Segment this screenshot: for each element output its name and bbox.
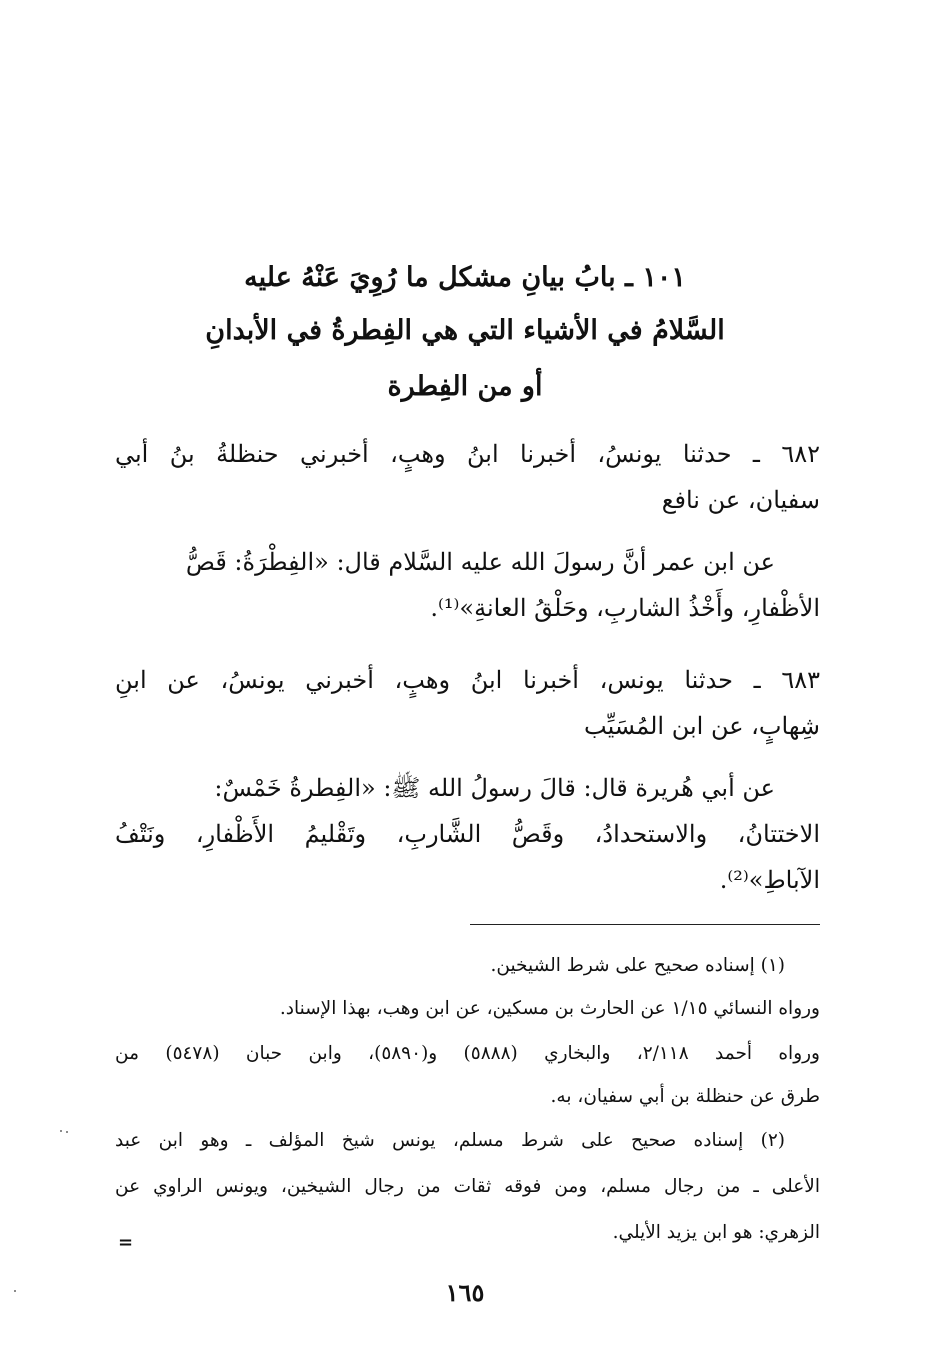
hadith-682-matn-line-2: الأظْفارِ، وأَخْذُ الشاربِ، وحَلْقُ العانةِ»⁽¹⁾. bbox=[430, 594, 820, 622]
footnote-2-line-3: الزهري: هو ابن يزيد الأيلي. bbox=[612, 1222, 820, 1243]
scan-speck bbox=[60, 1130, 62, 1132]
footnote-2-line-2: الأعلى ـ من رجال مسلم، ومن فوقه ثقات من رجال الشيخين، ويونس الراوي عن bbox=[115, 1176, 820, 1197]
footnote-1-line-3: ورواه أحمد ٢/١١٨، والبخاري (٥٨٨٨) و(٥٨٩٠)، وابن حبان (٥٤٧٨) من bbox=[115, 1043, 820, 1064]
footnote-1-line-2: ورواه النسائي ١/١٥ عن الحارث بن مسكين، عن ابن وهب، بهذا الإسناد. bbox=[279, 998, 820, 1019]
hadith-683-matn-line-1: عن أبي هُريرة قال: قالَ رسولُ الله ﷺ: «الفِطرةُ خَمْسٌ: bbox=[214, 774, 775, 802]
footnote-1-line-4: طرق عن حنظلة بن أبي سفيان، به. bbox=[550, 1086, 820, 1107]
chapter-title-line-3: أو من الفِطرة bbox=[387, 371, 543, 402]
hadith-683-isnad-line-2: شِهابٍ، عن ابن المُسَيِّب bbox=[584, 712, 820, 740]
hadith-682-isnad-line-2: سفيان، عن نافع bbox=[661, 486, 820, 514]
page-number: ١٦٥ bbox=[445, 1278, 485, 1307]
scan-speck bbox=[66, 1131, 68, 1133]
chapter-title-line-2: السَّلامُ في الأشياء التي هي الفِطرةُ في الأبدانِ bbox=[205, 315, 725, 346]
hadith-683-matn-line-3: الآباطِ»⁽²⁾. bbox=[719, 866, 820, 894]
footnote-separator bbox=[470, 924, 820, 925]
scan-speck bbox=[14, 1290, 16, 1292]
continuation-mark: = bbox=[118, 1232, 134, 1253]
hadith-683-matn-line-2: الاختتانُ، والاستحدادُ، وقَصُّ الشَّاربِ، وتَقْليمُ الأَظْفارِ، ونَتْفُ bbox=[115, 820, 820, 848]
hadith-682-isnad-line-1: ٦٨٢ ـ حدثنا يونسُ، أخبرنا ابنُ وهبٍ، أخبرني حنظلةُ بنُ أبي bbox=[115, 440, 820, 468]
footnote-1-line-1: (١) إسناده صحيح على شرط الشيخين. bbox=[490, 955, 785, 976]
hadith-682-matn-line-1: عن ابن عمر أنَّ رسولَ الله عليه السَّلام قال: «الفِطْرَةُ: قَصُّ bbox=[185, 548, 775, 576]
chapter-title-line-1: ١٠١ ـ بابُ بيانِ مشكل ما رُوِيَ عَنْهُ عليه bbox=[244, 262, 686, 293]
hadith-683-isnad-line-1: ٦٨٣ ـ حدثنا يونس، أخبرنا ابنُ وهبٍ، أخبرني يونسُ، عن ابنِ bbox=[115, 666, 820, 694]
footnote-2-line-1: (٢) إسناده صحيح على شرط مسلم، يونس شيخ المؤلف ـ وهو ابن عبد bbox=[115, 1130, 785, 1151]
